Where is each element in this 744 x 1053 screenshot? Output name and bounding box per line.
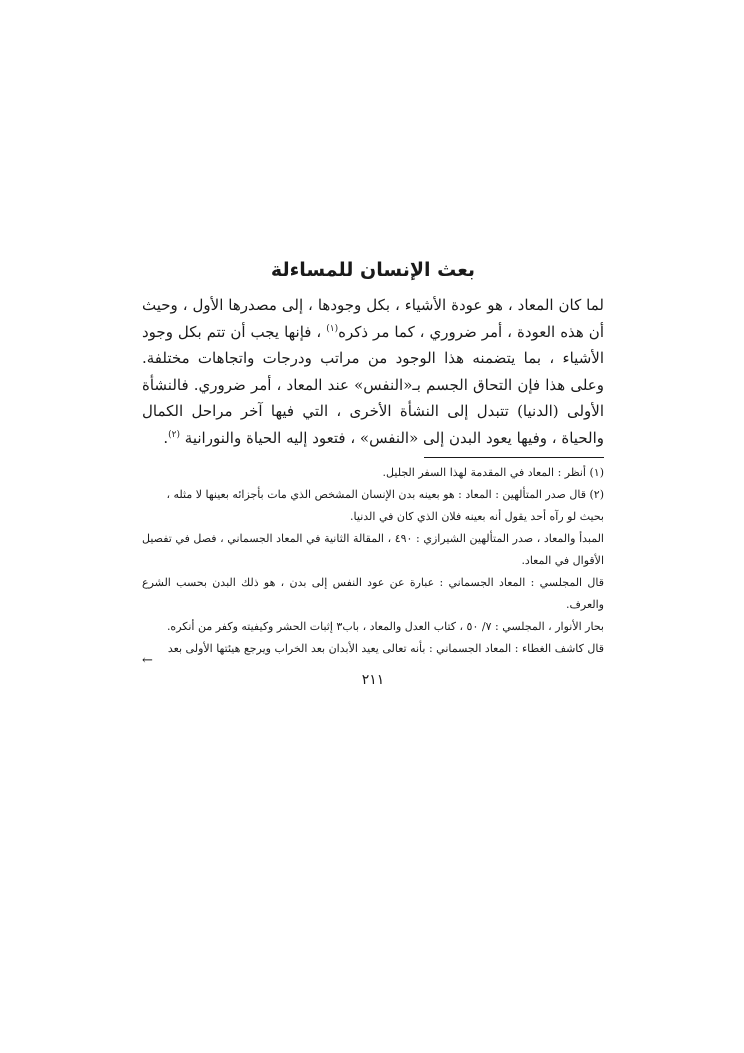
footnote-ref-1: (١) bbox=[326, 323, 339, 334]
footnote-separator bbox=[424, 457, 604, 458]
footnote-2-majlisi: قال المجلسي : المعاد الجسماني : عبارة عن عود النفس إلى بدن ، هو ذلك البدن بحسب الشرع والعرف. bbox=[142, 576, 604, 611]
book-page bbox=[142, 250, 604, 688]
continue-arrow-icon: ← bbox=[142, 653, 153, 668]
footnote-1: (١) أنظر : المعاد في المقدمة لهذا السفر الجليل. bbox=[382, 466, 604, 479]
footnote-separator-wrap bbox=[142, 451, 604, 462]
body-text-part-2: ، فإنها يجب أن تتم بكل وجود الأشياء ، بما يتضمنه هذا الوجود من مراتب ودرجات واتجاهات مختلفة. وعلى هذا فإن التحاق الجسم بـ«النفس» عند المعاد ، أمر ضروري. فالنشأة الأولى (الدنيا) تتبدل إلى النشأة الأخرى ، التي فيها آخر مراحل الكمال والحياة ، وفيها يعود البدن إلى «النفس» ، فتعود إليه الحياة والنورانية bbox=[142, 322, 604, 447]
footnotes bbox=[142, 462, 604, 666]
page-number: ٢١١ bbox=[361, 672, 385, 688]
main-paragraph bbox=[142, 292, 604, 451]
footnote-2-source-2: بحار الأنوار ، المجلسي : ٧/ ٥٠ ، كتاب العدل والمعاد ، باب٣ إثبات الحشر وكيفيته وكفر من أنكره. bbox=[166, 620, 604, 633]
page-title: بعث الإنسان للمساءلة bbox=[270, 259, 476, 281]
footnote-2-line-2: بحيث لو رآه أحد يقول أنه بعينه فلان الذي كان في الدنيا. bbox=[350, 510, 604, 523]
footnote-2-source-1: المبدأ والمعاد ، صدر المتألهين الشيرازي : ٤٩٠ ، المقالة الثانية في المعاد الجسماني ، فصل في تفصيل الأقوال في المعاد. bbox=[142, 532, 604, 567]
footnote-2-line-1: (٢) قال صدر المتألهين : المعاد : هو بعينه بدن الإنسان المشخص الذي مات بأجزائه بعينها لا مثله ، bbox=[166, 488, 604, 501]
body-text-end: . bbox=[163, 428, 169, 447]
footnote-2-kashif: قال كاشف الغطاء : المعاد الجسماني : بأنه تعالى يعيد الأبدان بعد الخراب ويرجع هيئتها الأولى بعد bbox=[167, 642, 604, 655]
body-text-part-1: لما كان المعاد ، هو عودة الأشياء ، بكل وجودها ، إلى مصدرها الأول ، وحيث أن هذه العودة ، أمر ضروري ، كما مر ذكره bbox=[142, 296, 604, 341]
footnote-ref-2: (٢) bbox=[168, 429, 181, 440]
